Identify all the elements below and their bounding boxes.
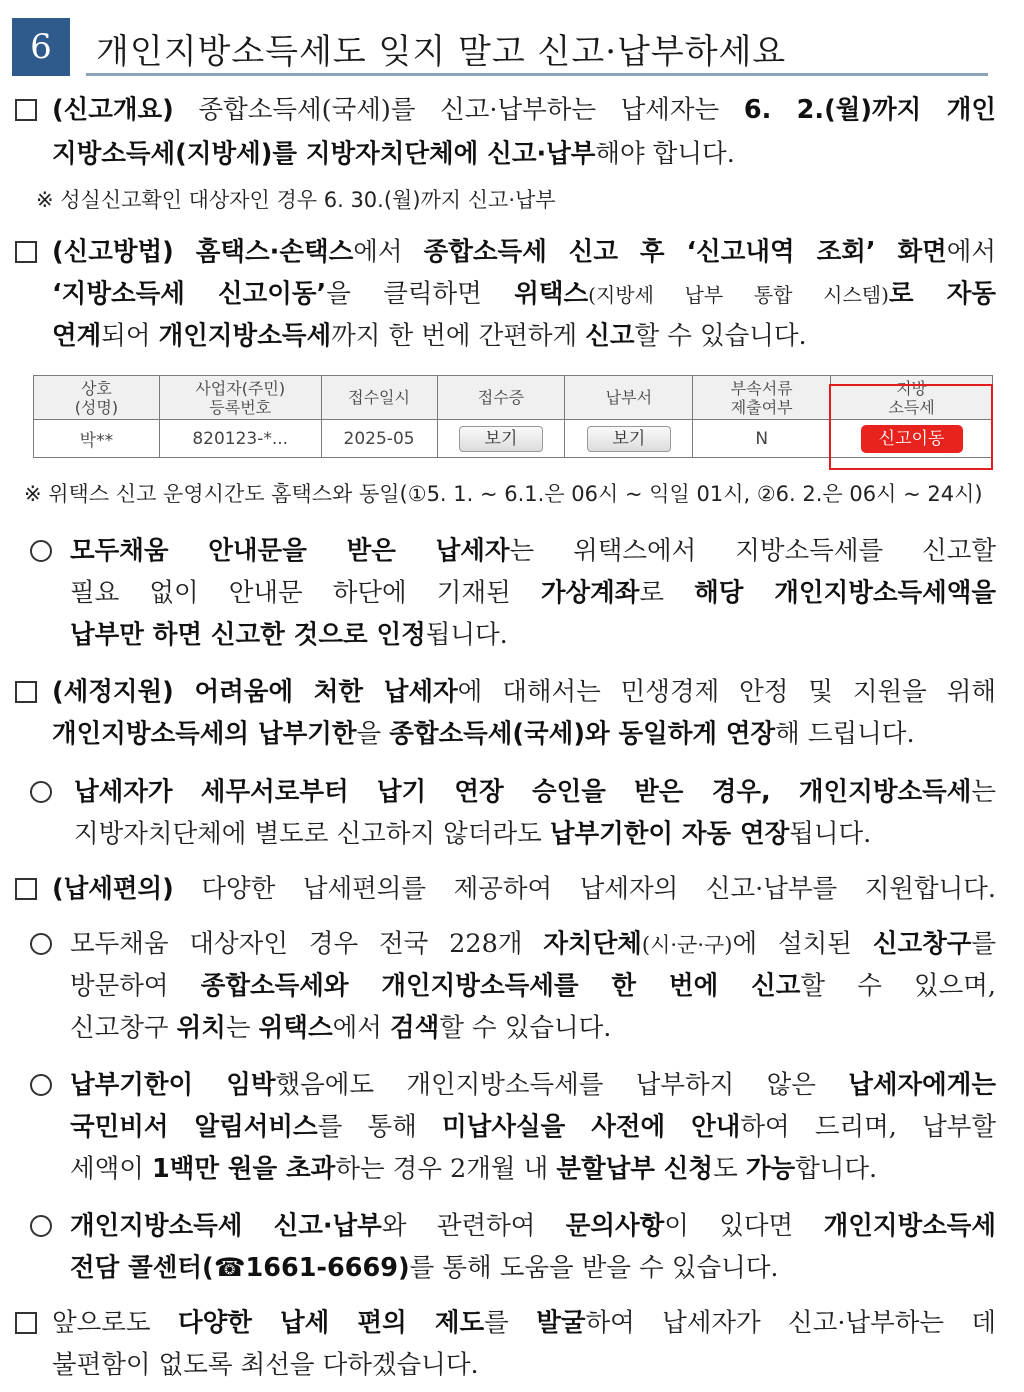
cell-receipt (437, 420, 565, 458)
sec4-line1 (52, 867, 996, 911)
text: 에서 (353, 237, 424, 267)
circle-bullet-icon (30, 540, 52, 562)
checkbox-icon (15, 1312, 37, 1334)
sec2-label: (신고방법) (52, 237, 174, 267)
text: 할 수 있으며, (800, 971, 996, 1001)
col-header-name (34, 376, 160, 420)
text-bold: 지방소득세(지방세)를 지방자치단체에 신고·납부 (52, 139, 596, 169)
text-bold: 납부기한이 임박 (70, 1070, 276, 1100)
text: 방문하여 (70, 971, 201, 1001)
text: 에서 (332, 1013, 390, 1043)
text: 를 (484, 1308, 537, 1338)
sub1-line2 (70, 571, 996, 615)
section-number: 6 (12, 18, 70, 76)
sec2-line1 (52, 230, 996, 274)
text: 모두채움 대상자인 경우 전국 228개 (70, 929, 544, 959)
sec1-line1 (52, 88, 996, 132)
sub3-line1 (70, 922, 996, 967)
text-small: (지방세 납부 통합 시스템) (588, 283, 889, 307)
text: 하여 드리며, 납부할 (740, 1112, 996, 1142)
circle-bullet-icon (30, 781, 52, 803)
text-bold: 개인지방소득세의 납부기한 (52, 719, 357, 749)
text: 했음에도 개인지방소득세를 납부하지 않은 (275, 1070, 849, 1100)
text-bold: ‘지방소득세 신고이동’ (52, 279, 327, 309)
text-bold: 신고창구 (872, 929, 972, 959)
text: 해 드립니다. (775, 719, 915, 749)
cell-reg-no: 820123-*... (159, 420, 321, 458)
text: 와 관련하여 (381, 1211, 566, 1241)
text-bold: 가능 (745, 1154, 796, 1184)
text: 도 (713, 1154, 746, 1184)
text-bold: 모두채움 안내문을 받은 납세자 (70, 536, 510, 566)
text-bold: 납부기한이 자동 연장 (549, 819, 790, 849)
sub4-line1 (70, 1063, 996, 1107)
highlight-box (829, 384, 993, 470)
text-bold: 해당 개인지방소득세액을 (694, 578, 996, 608)
text-bold: 자치단체 (543, 929, 642, 959)
header-line: 접수증 (477, 388, 525, 407)
cell-attachment: N (693, 420, 831, 458)
text: 합니다. (795, 1154, 878, 1184)
header-line: 소득세 (888, 397, 935, 417)
hours-note: ※ 위택스 신고 운영시간도 홈택스와 동일(①5. 1. ~ 6.1.은 06시 ~ 익일 01시, ②6. 2.은 06시 ~ 24시) (24, 482, 983, 506)
text: 신고창구 (70, 1013, 177, 1043)
circle-bullet-icon (30, 1074, 52, 1096)
text: 는 (225, 1013, 259, 1043)
view-payment-button[interactable]: 보기 (587, 426, 671, 452)
sec1-line2 (52, 132, 735, 176)
text: 할 수 있습니다. (634, 321, 807, 351)
text: 에 설치된 (732, 929, 873, 959)
text: 에서 (946, 237, 996, 267)
sec5-line2 (52, 1343, 479, 1387)
sec4-label: (납세편의) (52, 874, 174, 904)
text-bold: 로 자동 (888, 279, 996, 309)
circle-bullet-icon (30, 933, 52, 955)
sub3-line2 (70, 964, 996, 1008)
text: 을 (356, 719, 390, 749)
text-bold: 종합소득세(국세)와 동일하게 연장 (389, 719, 776, 749)
text-bold: 위치 (176, 1013, 226, 1043)
header-line: 지방 (896, 378, 927, 398)
sec3-line1 (52, 670, 996, 714)
text-bold: 종합소득세와 개인지방소득세를 한 번에 신고 (200, 971, 801, 1001)
text-bold: 납부만 하면 신고한 것으로 인정 (70, 620, 426, 650)
text-bold: 연계 (52, 321, 102, 351)
cell-name: 박** (34, 420, 160, 458)
sec1-label: (신고개요) (52, 95, 174, 125)
text-bold: 개인지방소득세 (158, 321, 332, 351)
view-receipt-button[interactable]: 보기 (459, 426, 543, 452)
text-bold: 홈택스·손택스 (173, 237, 354, 267)
text: 까지 한 번에 간편하게 (331, 321, 586, 351)
col-header-date (321, 376, 437, 420)
text: 세액이 (70, 1154, 153, 1184)
page-title: 개인지방소득세도 잊지 말고 신고·납부하세요 (96, 32, 787, 72)
header-line: 납부서 (605, 388, 653, 407)
header-line: 등록번호 (209, 397, 272, 417)
text-bold: 분할납부 신청 (556, 1154, 714, 1184)
checkbox-icon (15, 878, 37, 900)
text-bold: 가상계좌 (540, 578, 640, 608)
text: 이 있다면 (664, 1211, 824, 1241)
text: 하여 납세자가 신고·납부하는 데 (585, 1308, 996, 1338)
sub1-line3 (70, 613, 508, 657)
sec2-line3 (52, 314, 807, 358)
text: 됩니다. (425, 620, 508, 650)
sec3-line2 (52, 712, 915, 756)
sub2-line1 (74, 770, 996, 814)
text-bold: 검색 (389, 1013, 440, 1043)
text-bold: 납세자가 세무서로부터 납기 연장 승인을 받은 경우, 개인지방소득세 (74, 777, 972, 807)
sec5-line1 (52, 1301, 996, 1345)
col-header-reg-no (159, 376, 321, 420)
sub3-line3 (70, 1006, 611, 1050)
text: 를 통해 도움을 받을 수 있습니다. (409, 1253, 779, 1283)
text: 불편함이 없도록 최선을 다하겠습니다. (52, 1350, 479, 1380)
col-header-receipt (437, 376, 565, 420)
text: 할 수 있습니다. (439, 1013, 612, 1043)
checkbox-icon (15, 241, 37, 263)
text-bold: 국민비서 알림서비스 (70, 1112, 318, 1142)
text: 는 (971, 777, 996, 807)
cell-date: 2025-05 (321, 420, 437, 458)
sub4-line2 (70, 1105, 996, 1149)
text-bold: 미납사실을 사전에 안내 (442, 1112, 741, 1142)
col-header-attachment (693, 376, 831, 420)
title-underline (86, 73, 988, 76)
checkbox-icon (15, 99, 37, 121)
text: 되어 (101, 321, 159, 351)
text-bold: 개인지방소득세 (823, 1211, 996, 1241)
circle-bullet-icon (30, 1215, 52, 1237)
sub5-line2 (70, 1246, 779, 1290)
text-bold: 1백만 원을 초과 (152, 1154, 336, 1184)
text: 지방자치단체에 별도로 신고하지 않더라도 (74, 819, 550, 849)
sec2-line2 (52, 272, 996, 317)
text: 다양한 납세편의를 제공하여 납세자의 신고·납부를 지원합니다. (173, 874, 996, 904)
report-transfer-button[interactable]: 신고이동 (861, 425, 963, 453)
text: 을 클릭하면 (326, 279, 515, 309)
text-bold: 개인지방소득세 신고·납부 (70, 1211, 382, 1241)
text: 에 대해서는 민생경제 안정 및 지원을 위해 (457, 677, 996, 707)
header-line: (성명) (74, 397, 119, 417)
cell-payment (565, 420, 693, 458)
text: 필요 없이 안내문 하단에 기재된 (70, 578, 541, 608)
sec1-note: ※ 성실신고확인 대상자인 경우 6. 30.(월)까지 신고·납부 (36, 188, 556, 212)
text: 앞으로도 (52, 1308, 178, 1338)
text: 하는 경우 2개월 내 (335, 1154, 557, 1184)
header-line: 사업자(주민) (195, 378, 286, 398)
checkbox-icon (15, 681, 37, 703)
text-bold: 문의사항 (565, 1211, 665, 1241)
text: 종합소득세(국세)를 신고·납부하는 납세자는 (173, 95, 744, 125)
text-bold: 6. 2.(월)까지 개인 (743, 95, 996, 125)
header-line: 상호 (80, 378, 112, 398)
header-line: 접수일시 (348, 388, 410, 407)
text-bold: 위택스 (258, 1013, 333, 1043)
text-bold: 발굴 (536, 1308, 586, 1338)
text-bold: 납세자에게는 (848, 1070, 996, 1100)
text-bold: 신고 (585, 321, 635, 351)
header-line: 부속서류 (730, 378, 793, 398)
text-bold: 종합소득세 신고 후 ‘신고내역 조회’ 화면 (423, 237, 947, 267)
text: 로 (639, 578, 695, 608)
col-header-payment (565, 376, 693, 420)
text: 를 통해 (317, 1112, 443, 1142)
text: 해야 합니다. (595, 139, 735, 169)
sec3-label: (세정지원) (52, 677, 174, 707)
text-bold: 전담 콜센터(☎1661-6669) (70, 1253, 410, 1283)
sub1-line1 (70, 529, 996, 573)
text-bold: 위택스 (514, 279, 589, 309)
text-bold: 어려움에 처한 납세자 (173, 677, 458, 707)
text-bold: 다양한 납세 편의 제도 (177, 1308, 485, 1338)
text: 는 위택스에서 지방소득세를 신고할 (509, 536, 996, 566)
sub5-line1 (70, 1204, 996, 1248)
sub4-line3 (70, 1147, 877, 1191)
text: 를 (971, 929, 996, 959)
header-line: 제출여부 (730, 397, 793, 417)
sub2-line2 (74, 812, 871, 856)
text-small: (시·군·구) (641, 933, 733, 957)
text: 됩니다. (789, 819, 872, 849)
